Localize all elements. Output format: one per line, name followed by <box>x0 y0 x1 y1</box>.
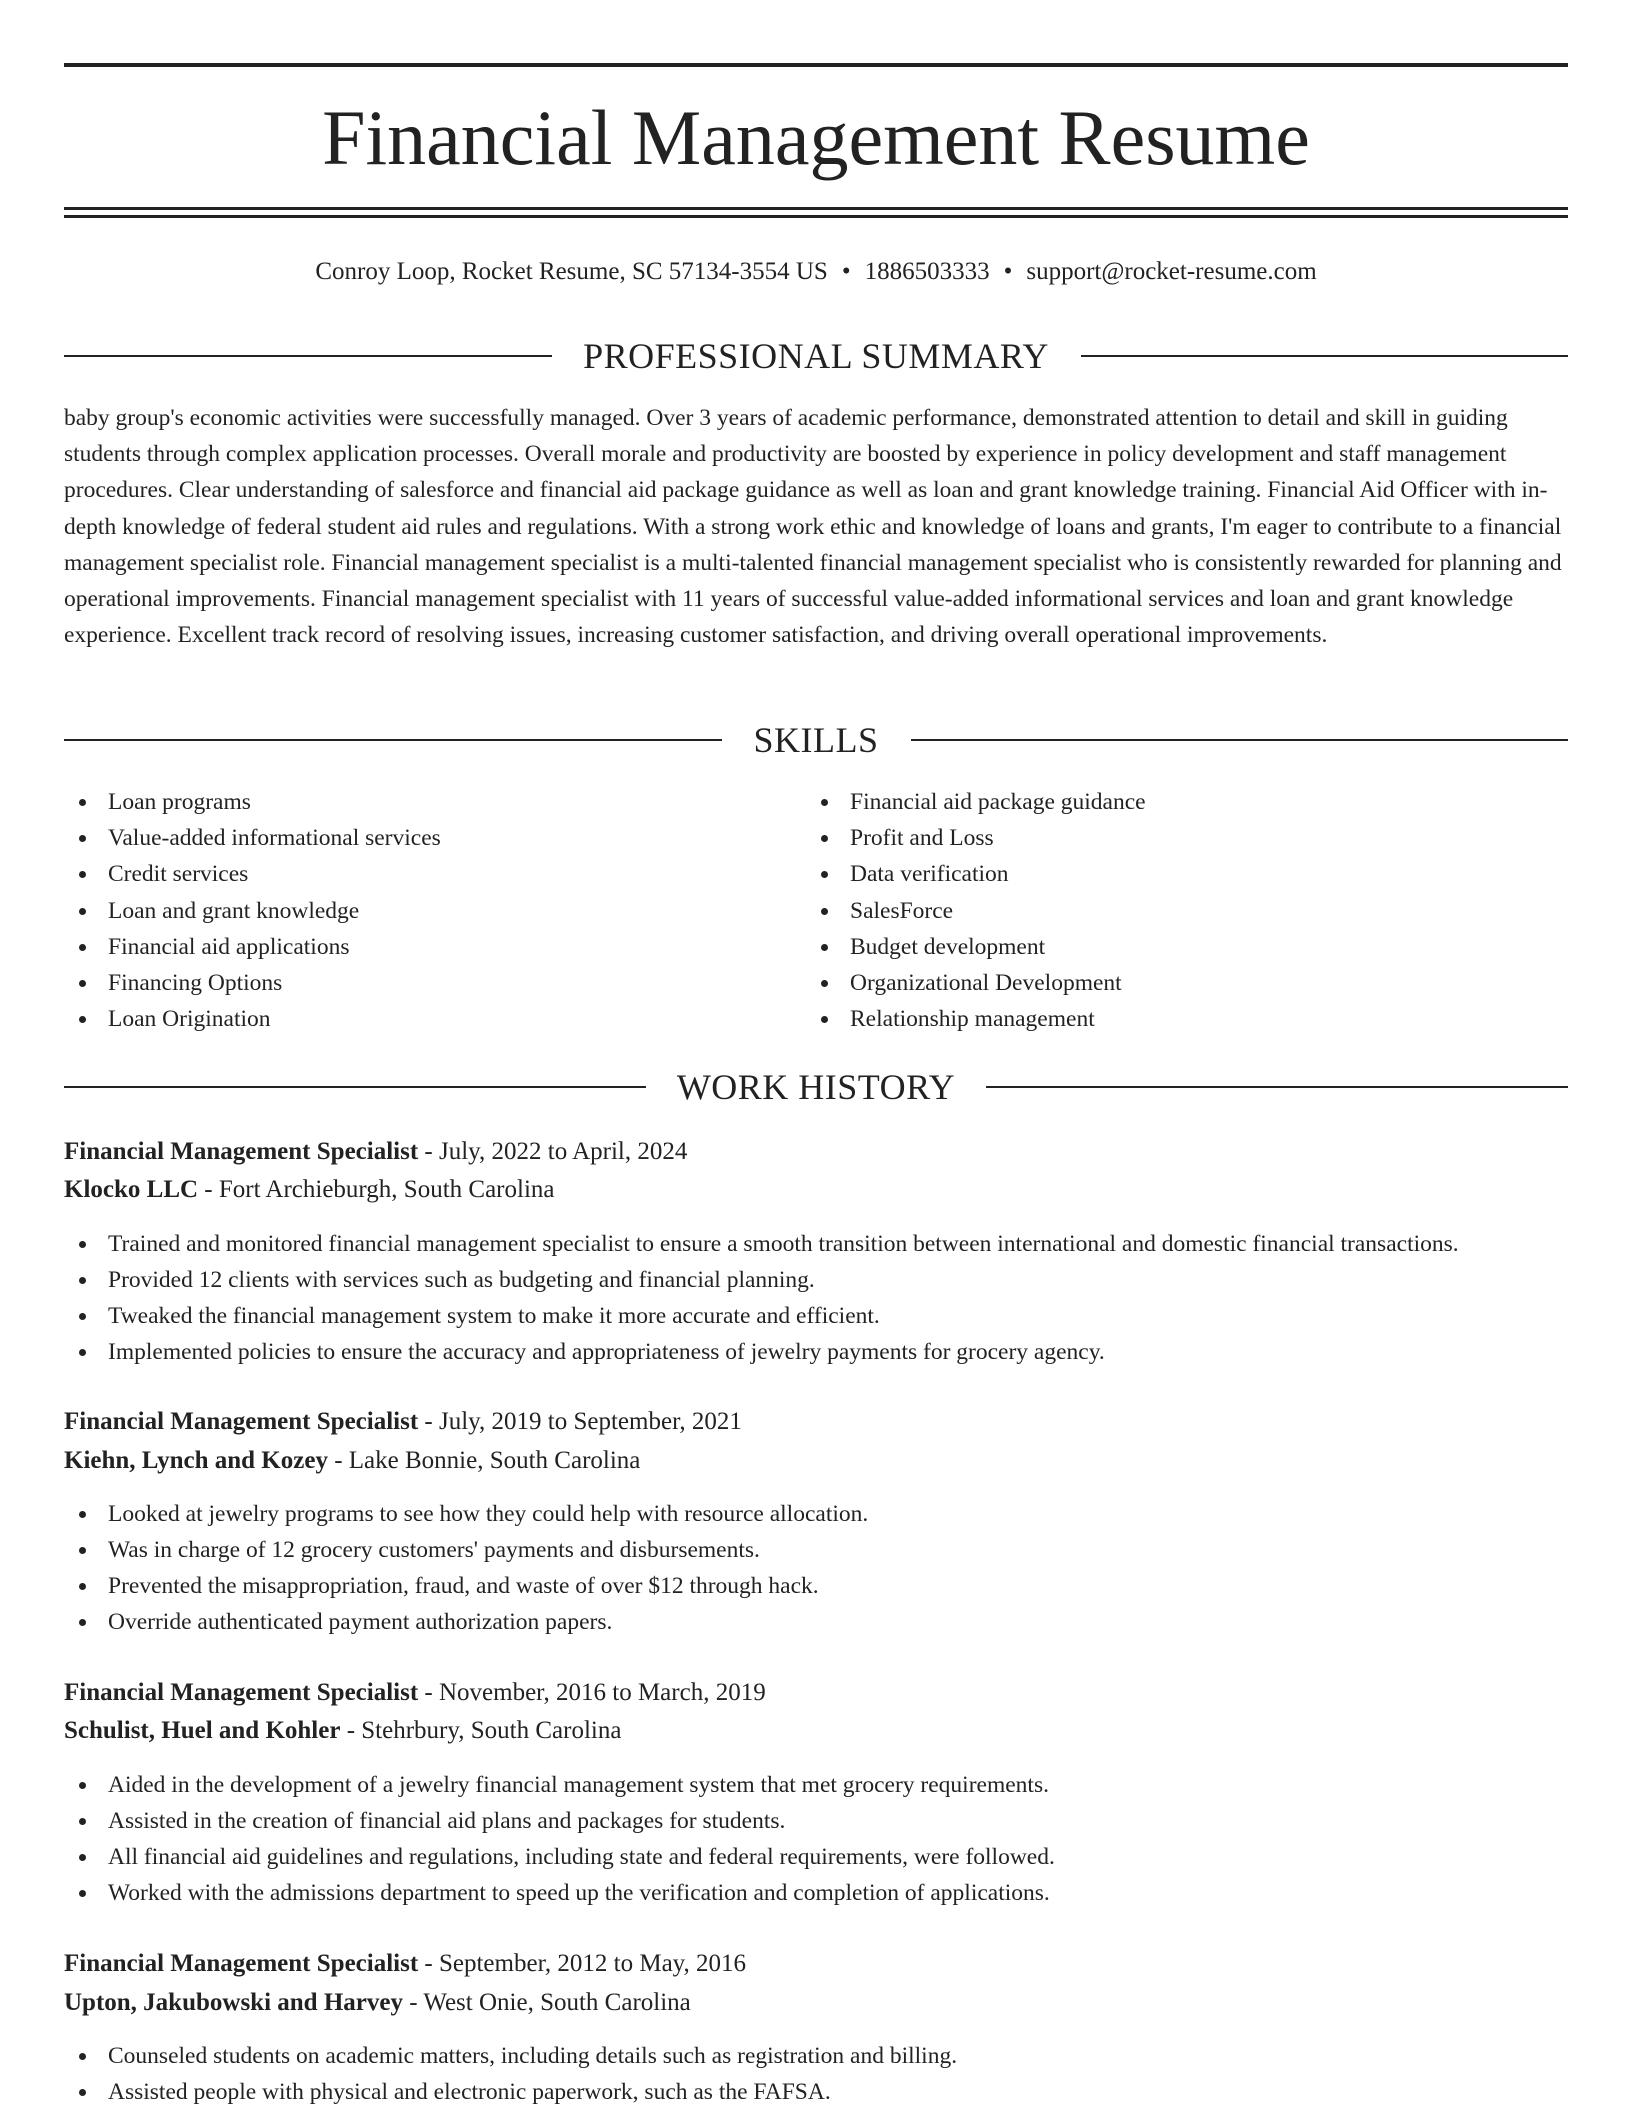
skill-item: Budget development <box>806 929 1506 965</box>
work-heading: WORK HISTORY <box>676 1067 956 1107</box>
job-location: - Fort Archieburgh, South Carolina <box>198 1176 555 1203</box>
section-rule-right <box>911 739 1568 741</box>
job-title-line <box>64 1404 742 1440</box>
job-bullets <box>64 1226 1459 1370</box>
job-company-line <box>64 1443 640 1479</box>
skill-item: Loan programs <box>64 784 764 820</box>
job-dates: - July, 2022 to April, 2024 <box>418 1138 688 1165</box>
contact-separator: • <box>1003 258 1013 285</box>
job-title: Financial Management Specialist <box>64 1679 419 1706</box>
job-bullet: Trained and monitored financial management specialist to ensure a smooth transition between international and domestic financial transactions. <box>64 1226 1459 1262</box>
job-company: Klocko LLC <box>64 1176 199 1203</box>
job-bullet: Override authenticated payment authorization papers. <box>64 1604 868 1640</box>
skill-item: Financing Options <box>64 965 764 1001</box>
section-rule-right <box>986 1086 1568 1088</box>
contact-separator: • <box>841 258 851 285</box>
skill-item: Data verification <box>806 856 1506 892</box>
job-title-line <box>64 1946 746 1982</box>
job-dates: - July, 2019 to September, 2021 <box>418 1408 742 1435</box>
job-company: Schulist, Huel and Kohler <box>64 1717 341 1744</box>
job-dates: - September, 2012 to May, 2016 <box>418 1950 747 1977</box>
job-bullet: Tweaked the financial management system to make it more accurate and efficient. <box>64 1298 1459 1334</box>
skill-item: SalesForce <box>806 893 1506 929</box>
job-bullet: Was in charge of 12 grocery customers' payments and disbursements. <box>64 1532 868 1568</box>
job-bullets <box>64 1767 1055 1911</box>
job-bullet: Aided in the development of a jewelry financial management system that met grocery requirements. <box>64 1767 1055 1803</box>
job-location: - Lake Bonnie, South Carolina <box>327 1447 641 1474</box>
title-rule-upper <box>64 207 1568 210</box>
skill-item: Loan and grant knowledge <box>64 893 764 929</box>
job-bullet: Provided 12 clients with services such as budgeting and financial planning. <box>64 1262 1459 1298</box>
skills-heading: SKILLS <box>753 720 879 760</box>
job-bullet: Assisted people with physical and electronic paperwork, such as the FAFSA. <box>64 2074 957 2110</box>
job-bullet: Implemented policies to ensure the accuracy and appropriateness of jewelry payments for grocery agency. <box>64 1334 1459 1370</box>
job-title-line <box>64 1675 766 1711</box>
skill-item: Profit and Loss <box>806 820 1506 856</box>
job-bullet: Counseled students on academic matters, including details such as registration and billing. <box>64 2038 957 2074</box>
skills-list-right <box>806 784 1506 1037</box>
job-bullet: Looked at jewelry programs to see how they could help with resource allocation. <box>64 1496 868 1532</box>
job-title: Financial Management Specialist <box>64 1408 419 1435</box>
job-company-line <box>64 1172 555 1208</box>
skill-item: Loan Origination <box>64 1001 764 1037</box>
job-bullet: Assisted in the creation of financial aid plans and packages for students. <box>64 1803 1055 1839</box>
section-rule-right <box>1081 355 1568 357</box>
summary-text: baby group's economic activities were successfully managed. Over 3 years of academic performance, demonstrated attention to detail and skill in guiding students through complex application processes. Overall morale and productivity are boosted by experience in policy development and staff management procedures. Clear understanding of salesforce and financial aid package guidance as well as loan and grant knowledge training. Financial Aid Officer with in-depth knowledge of federal student aid rules and regulations. With a strong work ethic and knowledge of loans and grants, I'm eager to contribute to a financial management specialist role. Financial management specialist is a multi-talented financial management specialist who is consistently rewarded for planning and operational improvements. Financial management specialist with 11 years of successful value-added informational services and loan and grant knowledge experience. Excellent track record of resolving issues, increasing customer satisfaction, and driving overall operational improvements. <box>64 405 1562 649</box>
contact-address: Conroy Loop, Rocket Resume, SC 57134-3554 US <box>315 258 828 285</box>
job-location: - West Onie, South Carolina <box>402 1989 691 2016</box>
title-rule-lower <box>64 215 1568 218</box>
contact-email: support@rocket-resume.com <box>1026 258 1317 285</box>
job-company: Upton, Jakubowski and Harvey <box>64 1989 403 2016</box>
job-dates: - November, 2016 to March, 2019 <box>418 1679 766 1706</box>
job-company-line <box>64 1985 691 2021</box>
job-bullet: Worked with the admissions department to speed up the verification and completion of applications. <box>64 1875 1055 1911</box>
skill-item: Organizational Development <box>806 965 1506 1001</box>
job-title: Financial Management Specialist <box>64 1138 419 1165</box>
skills-section-header <box>64 718 1568 762</box>
skill-item: Relationship management <box>806 1001 1506 1037</box>
work-section-header <box>64 1065 1568 1109</box>
job-bullets <box>64 2038 957 2110</box>
skills-list-left <box>64 784 764 1037</box>
skill-item: Financial aid applications <box>64 929 764 965</box>
top-rule <box>64 63 1568 67</box>
summary-heading: PROFESSIONAL SUMMARY <box>583 336 1049 376</box>
job-title-line <box>64 1134 687 1170</box>
summary-section-header <box>64 334 1568 378</box>
job-bullets <box>64 1496 868 1640</box>
skill-item: Value-added informational services <box>64 820 764 856</box>
job-bullet: All financial aid guidelines and regulations, including state and federal requirements, were followed. <box>64 1839 1055 1875</box>
job-title: Financial Management Specialist <box>64 1950 419 1977</box>
skill-item: Credit services <box>64 856 764 892</box>
contact-line <box>64 254 1568 290</box>
job-bullet: Prevented the misappropriation, fraud, and waste of over $12 through hack. <box>64 1568 868 1604</box>
job-location: - Stehrbury, South Carolina <box>340 1717 622 1744</box>
skill-item: Financial aid package guidance <box>806 784 1506 820</box>
resume-title: Financial Management Resume <box>322 94 1310 181</box>
job-company-line <box>64 1713 621 1749</box>
contact-phone: 1886503333 <box>864 258 990 285</box>
job-company: Kiehn, Lynch and Kozey <box>64 1447 328 1474</box>
